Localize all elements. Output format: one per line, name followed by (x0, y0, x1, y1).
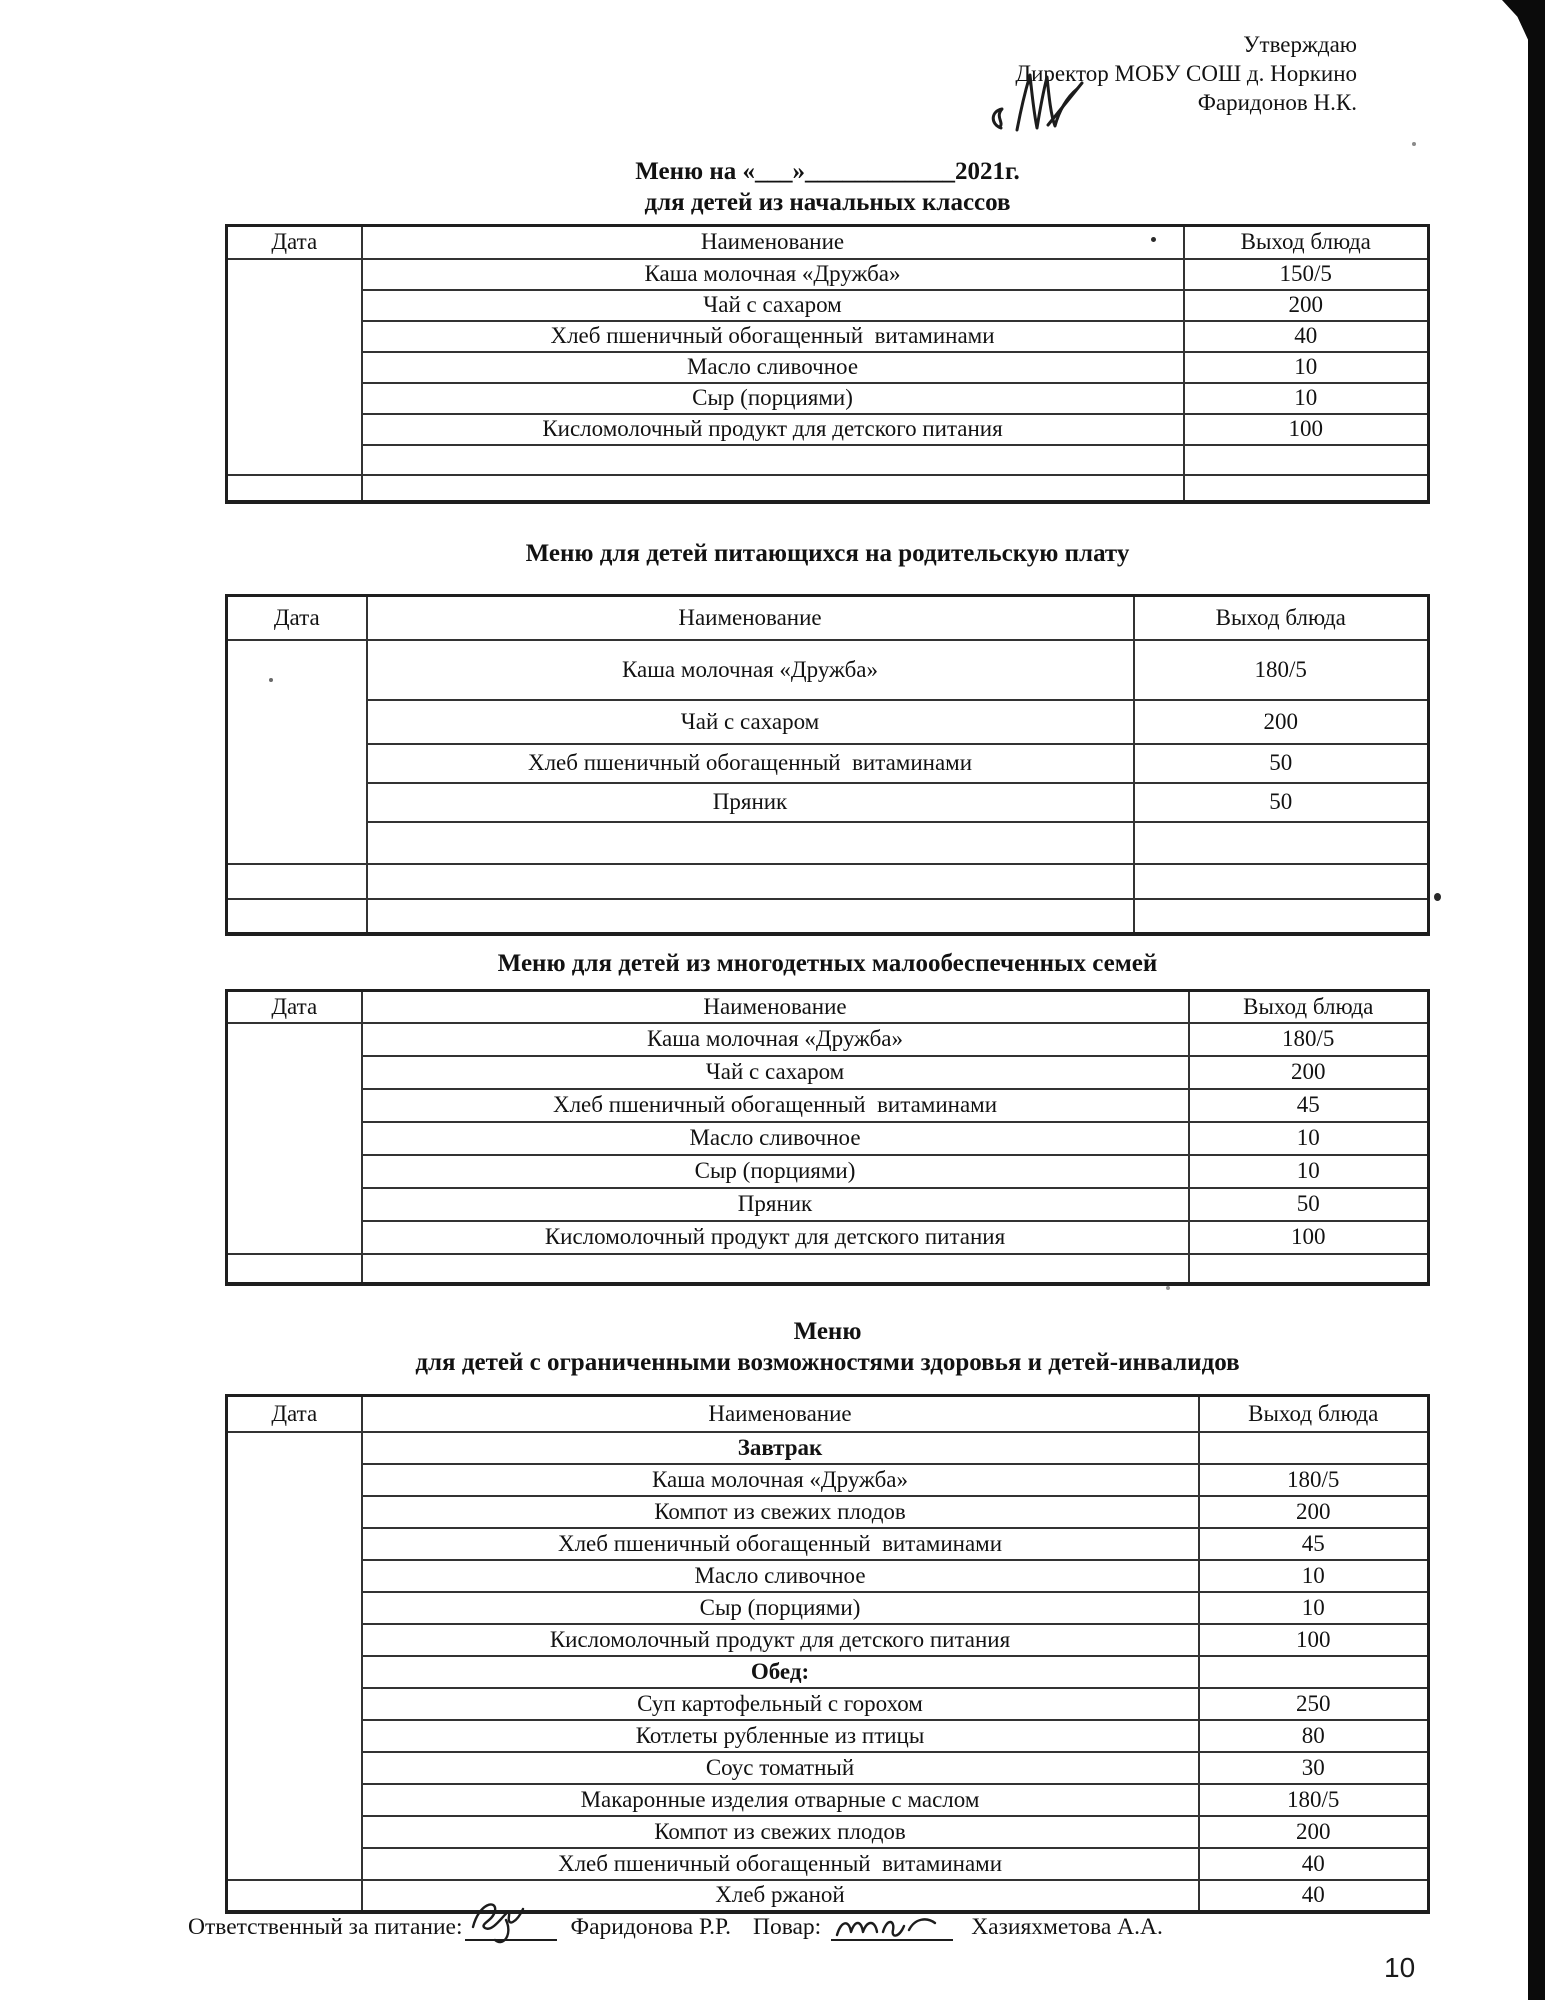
menu-item-row (227, 1221, 1429, 1254)
dish-name-cell: Хлеб ржаной (362, 1880, 1199, 1912)
menu-item-row (227, 1023, 1429, 1056)
menu-item-row (227, 1720, 1429, 1752)
section-title-large-families: Меню для детей из многодетных малообеспеченных семей (497, 950, 1158, 977)
dish-name-cell: Макаронные изделия отварные с маслом (362, 1784, 1199, 1816)
date-cell (227, 864, 367, 899)
menu-item-row (227, 1624, 1429, 1656)
scan-speck (1166, 1286, 1170, 1290)
menu-table-primary-classes (225, 224, 1430, 504)
dish-name-cell: Соус томатный (362, 1752, 1199, 1784)
menu-item-row (227, 1122, 1429, 1155)
column-header-name: Наименование (362, 1396, 1199, 1432)
date-cell (227, 475, 362, 502)
dish-name-cell: Сыр (порциями) (362, 383, 1184, 414)
dish-output-cell: 45 (1199, 1528, 1429, 1560)
dish-output-cell (1134, 899, 1429, 934)
dish-output-cell: 200 (1134, 700, 1429, 744)
cook-label: Повар: (752, 1914, 822, 1940)
responsible-signature-icon (465, 1891, 555, 1949)
dish-output-cell (1184, 445, 1429, 475)
menu-item-row (227, 1752, 1429, 1784)
menu-item-row (227, 352, 1429, 383)
date-cell (227, 640, 367, 864)
meal-section-row (227, 1432, 1429, 1464)
responsible-signature-slot (465, 1933, 557, 1941)
dish-name-cell: Масло сливочное (362, 1560, 1199, 1592)
dish-name-cell (362, 445, 1184, 475)
menu-item-row (227, 700, 1429, 744)
document-title-line2: для детей из начальных классов (644, 189, 1011, 216)
director-name: Фаридонов Н.К. (1197, 90, 1357, 115)
menu-item-row (227, 383, 1429, 414)
dish-name-cell: Хлеб пшеничный обогащенный витаминами (362, 321, 1184, 352)
dish-output-cell: 40 (1199, 1848, 1429, 1880)
menu-item-row (227, 321, 1429, 352)
dish-output-cell: 50 (1134, 783, 1429, 822)
document-title-line1: Меню на «___»____________2021г. (635, 158, 1020, 185)
dish-output-cell: 40 (1184, 321, 1429, 352)
menu-table-large-families (225, 989, 1430, 1286)
dish-name-cell: Компот из свежих плодов (362, 1816, 1199, 1848)
dish-name-cell: Пряник (367, 783, 1134, 822)
column-header-name: Наименование (362, 226, 1184, 259)
dish-name-cell: Хлеб пшеничный обогащенный витаминами (362, 1528, 1199, 1560)
meal-section-row (227, 1656, 1429, 1688)
dish-name-cell: Каша молочная «Дружба» (362, 1023, 1189, 1056)
dish-output-cell: 150/5 (1184, 259, 1429, 290)
scan-corner-artifact (1502, 0, 1530, 44)
section-title-parent-fee: Меню для детей питающихся на родительскую плату (525, 540, 1130, 567)
date-cell (227, 1432, 362, 1880)
date-cell (227, 259, 362, 475)
dish-output-cell: 180/5 (1199, 1784, 1429, 1816)
dish-name-cell: Обед: (362, 1656, 1199, 1688)
column-header-output: Выход блюда (1199, 1396, 1429, 1432)
menu-item-row (227, 475, 1429, 502)
dish-output-cell: 180/5 (1189, 1023, 1429, 1056)
column-header-name: Наименование (362, 991, 1189, 1023)
menu-item-row (227, 1528, 1429, 1560)
page-number: 10 (1384, 1952, 1416, 1983)
section-title-disabilities (225, 1316, 1430, 1378)
document-title (225, 156, 1430, 218)
responsible-name: Фаридонова Р.Р. (570, 1914, 731, 1940)
dish-name-cell: Каша молочная «Дружба» (362, 259, 1184, 290)
dish-output-cell (1199, 1656, 1429, 1688)
dish-output-cell: 45 (1189, 1089, 1429, 1122)
scan-speck (1412, 142, 1416, 146)
dish-output-cell: 10 (1184, 383, 1429, 414)
dish-name-cell: Кисломолочный продукт для детского питания (362, 1221, 1189, 1254)
column-header-date: Дата (227, 1396, 362, 1432)
menu-item-row (227, 1880, 1429, 1912)
dish-name-cell (367, 864, 1134, 899)
dish-name-cell: Сыр (порциями) (362, 1155, 1189, 1188)
responsible-label: Ответственный за питание: (188, 1914, 463, 1940)
dish-name-cell: Чай с сахаром (362, 1056, 1189, 1089)
menu-item-row (227, 822, 1429, 864)
dish-output-cell: 10 (1199, 1592, 1429, 1624)
dish-output-cell: 200 (1199, 1496, 1429, 1528)
dish-output-cell: 40 (1199, 1880, 1429, 1912)
table-header-row (227, 226, 1429, 259)
dish-output-cell: 180/5 (1134, 640, 1429, 700)
dish-output-cell: 100 (1184, 414, 1429, 445)
approval-word: Утверждаю (1243, 32, 1357, 57)
dish-name-cell: Котлеты рубленные из птицы (362, 1720, 1199, 1752)
menu-item-row (227, 640, 1429, 700)
dish-name-cell: Суп картофельный с горохом (362, 1688, 1199, 1720)
menu-item-row (227, 1188, 1429, 1221)
date-cell (227, 1023, 362, 1254)
dish-name-cell: Пряник (362, 1188, 1189, 1221)
date-cell (227, 899, 367, 934)
section-title-disabilities-line2: для детей с ограниченными возможностями здоровья и детей-инвалидов (415, 1349, 1240, 1376)
menu-item-row (227, 1089, 1429, 1122)
scan-speck (1151, 237, 1156, 242)
cook-signature-slot (831, 1933, 953, 1941)
table-header-row (227, 991, 1429, 1023)
menu-table-parent-fee (225, 594, 1430, 936)
dish-name-cell: Каша молочная «Дружба» (367, 640, 1134, 700)
menu-item-row (227, 744, 1429, 783)
menu-item-row (227, 1848, 1429, 1880)
menu-item-row (227, 1560, 1429, 1592)
cook-name: Хазияхметова А.А. (971, 1914, 1163, 1940)
dish-name-cell: Кисломолочный продукт для детского питания (362, 414, 1184, 445)
dish-output-cell (1134, 822, 1429, 864)
dish-output-cell: 80 (1199, 1720, 1429, 1752)
scan-edge-artifact (1528, 0, 1545, 2000)
menu-item-row (227, 1592, 1429, 1624)
dish-name-cell: Каша молочная «Дружба» (362, 1464, 1199, 1496)
scan-speck (1434, 893, 1441, 901)
menu-item-row (227, 290, 1429, 321)
dish-output-cell: 50 (1134, 744, 1429, 783)
dish-output-cell: 200 (1199, 1816, 1429, 1848)
document-content (225, 0, 1430, 2000)
dish-output-cell: 180/5 (1199, 1464, 1429, 1496)
menu-item-row (227, 1155, 1429, 1188)
menu-item-row (227, 445, 1429, 475)
table-header-row (227, 596, 1429, 640)
column-header-date: Дата (227, 596, 367, 640)
dish-output-cell: 10 (1189, 1155, 1429, 1188)
column-header-output: Выход блюда (1134, 596, 1429, 640)
menu-item-row (227, 899, 1429, 934)
dish-output-cell: 200 (1184, 290, 1429, 321)
menu-item-row (227, 1056, 1429, 1089)
column-header-output: Выход блюда (1189, 991, 1429, 1023)
column-header-output: Выход блюда (1184, 226, 1429, 259)
dish-output-cell: 10 (1199, 1560, 1429, 1592)
menu-item-row (227, 1464, 1429, 1496)
dish-output-cell: 200 (1189, 1056, 1429, 1089)
dish-name-cell: Чай с сахаром (367, 700, 1134, 744)
menu-item-row (227, 259, 1429, 290)
dish-output-cell (1189, 1254, 1429, 1284)
menu-item-row (227, 1784, 1429, 1816)
date-cell (227, 1880, 362, 1912)
dish-output-cell: 10 (1189, 1122, 1429, 1155)
dish-output-cell: 30 (1199, 1752, 1429, 1784)
dish-output-cell: 100 (1189, 1221, 1429, 1254)
menu-table-disabilities (225, 1394, 1430, 1914)
dish-name-cell (367, 822, 1134, 864)
menu-item-row (227, 1496, 1429, 1528)
dish-output-cell: 100 (1199, 1624, 1429, 1656)
dish-output-cell (1134, 864, 1429, 899)
dish-name-cell (362, 1254, 1189, 1284)
dish-name-cell: Масло сливочное (362, 352, 1184, 383)
menu-item-row (227, 1816, 1429, 1848)
column-header-name: Наименование (367, 596, 1134, 640)
dish-name-cell: Масло сливочное (362, 1122, 1189, 1155)
dish-output-cell: 50 (1189, 1188, 1429, 1221)
dish-name-cell: Хлеб пшеничный обогащенный витаминами (362, 1089, 1189, 1122)
dish-output-cell (1199, 1432, 1429, 1464)
menu-item-row (227, 783, 1429, 822)
date-cell (227, 1254, 362, 1284)
menu-item-row (227, 1688, 1429, 1720)
dish-name-cell: Хлеб пшеничный обогащенный витаминами (362, 1848, 1199, 1880)
dish-output-cell (1184, 475, 1429, 502)
menu-item-row (227, 414, 1429, 445)
cook-signature-icon (831, 1907, 949, 1949)
dish-name-cell (362, 475, 1184, 502)
section-title-disabilities-line1: Меню (793, 1318, 862, 1345)
approval-director-line: Директор МОБУ СОШ д. Норкино (1015, 61, 1357, 86)
menu-item-row (227, 864, 1429, 899)
dish-name-cell: Завтрак (362, 1432, 1199, 1464)
menu-item-row (227, 1254, 1429, 1284)
dish-output-cell: 10 (1184, 352, 1429, 383)
dish-name-cell: Сыр (порциями) (362, 1592, 1199, 1624)
scan-speck (269, 678, 273, 682)
footer-signatures (188, 1914, 1163, 1941)
dish-name-cell: Хлеб пшеничный обогащенный витаминами (367, 744, 1134, 783)
dish-name-cell: Кисломолочный продукт для детского питания (362, 1624, 1199, 1656)
dish-name-cell: Чай с сахаром (362, 290, 1184, 321)
column-header-date: Дата (227, 991, 362, 1023)
dish-output-cell: 250 (1199, 1688, 1429, 1720)
dish-name-cell: Компот из свежих плодов (362, 1496, 1199, 1528)
dish-name-cell (367, 899, 1134, 934)
table-header-row (227, 1396, 1429, 1432)
column-header-date: Дата (227, 226, 362, 259)
